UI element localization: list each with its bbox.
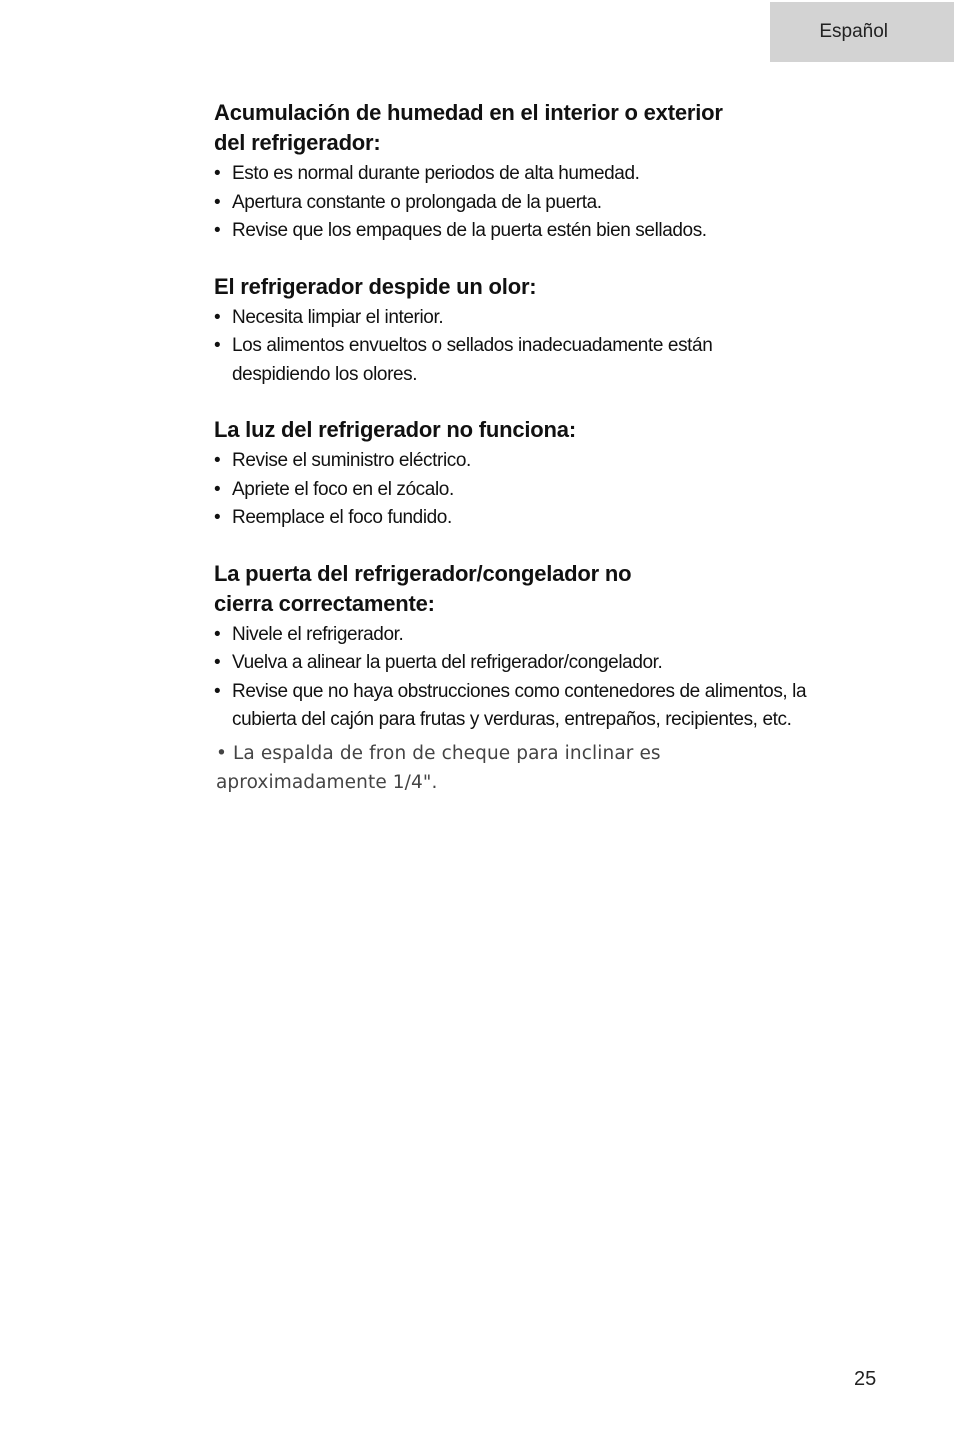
- section-moisture: [214, 98, 874, 246]
- list-item: • Los alimentos envueltos o sellados inadecuadamente están despidiendo los olores.: [214, 332, 752, 389]
- language-tab: [770, 2, 954, 62]
- list-item: • Apertura constante o prolongada de la puerta.: [214, 189, 874, 218]
- list-item: • Apriete el foco en el zócalo.: [214, 476, 874, 505]
- item-list: [214, 621, 874, 735]
- item-list: [214, 447, 874, 533]
- item-list: [214, 160, 874, 246]
- list-item: • Revise que los empaques de la puerta estén bien sellados.: [214, 217, 874, 246]
- list-item: • Nivele el refrigerador.: [214, 621, 874, 650]
- section-odor: [214, 272, 874, 390]
- list-item: • Revise el suministro eléctrico.: [214, 447, 874, 476]
- list-item: • Necesita limpiar el interior.: [214, 304, 874, 333]
- page-number: 25: [854, 1368, 877, 1390]
- section-door: [214, 559, 874, 797]
- section-heading: El refrigerador despide un olor:: [214, 273, 537, 299]
- section-heading: Acumulación de humedad en el interior o exterior del refrigerador:: [214, 100, 723, 155]
- list-item: • Esto es normal durante periodos de alta humedad.: [214, 160, 874, 189]
- troubleshooting-content: [214, 98, 874, 797]
- item-list: [214, 304, 874, 390]
- list-item: • Reemplace el foco fundido.: [214, 504, 874, 533]
- tilt-note: • La espalda de fron de cheque para inclinar es aproximadamente 1/4".: [216, 742, 661, 793]
- list-item: • Vuelva a alinear la puerta del refrigerador/congelador.: [214, 649, 874, 678]
- section-heading: La puerta del refrigerador/congelador no cierra correctamente:: [214, 560, 632, 616]
- section-light: [214, 415, 874, 533]
- language-tab-label: Español: [819, 21, 888, 42]
- list-item: • Revise que no haya obstrucciones como contenedores de alimentos, la cubierta del cajón para frutas y verduras, entrepaños, recipientes, etc.: [214, 678, 874, 735]
- section-heading: La luz del refrigerador no funciona:: [214, 417, 576, 442]
